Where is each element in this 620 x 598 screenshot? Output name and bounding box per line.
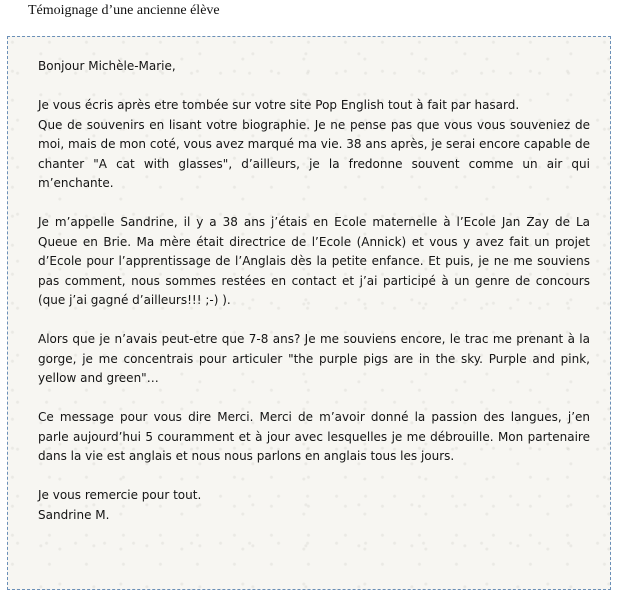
letter-signature: Sandrine M. bbox=[38, 507, 110, 522]
letter-paragraph-1 bbox=[38, 96, 590, 194]
letter-body bbox=[38, 57, 590, 525]
letter-closing-line: Je vous remercie pour tout. bbox=[38, 488, 202, 502]
letter-paragraph-1-line-1: Je vous écris après etre tombée sur votre site Pop English tout à fait par hasard. bbox=[38, 98, 520, 112]
letter-paragraph-4: Ce message pour vous dire Merci. Merci de m’avoir donné la passion des langues, j’en parle aujourd’hui 5 couramment et à jour avec lesquelles je me débrouille. Mon partenaire dans la vie est anglais et nous nous parlons en anglais tous les jours. bbox=[38, 410, 590, 463]
letter-paragraph-2: Je m’appelle Sandrine, il y a 38 ans j’étais en Ecole maternelle à l’Ecole Jan Zay de La Queue en Brie. Ma mère était directrice de l’Ecole (Annick) et vous y avez fait un projet d’Ecole pour l’apprentissage de l’Anglais dès la petite enfance. Et puis, je ne me souviens pas comment, nous sommes restées en contact et j’ai participé à un genre de concours (que j’ai gagné d’ailleurs!!! ;-) ). bbox=[38, 215, 590, 307]
letter-paragraph-3: Alors que je n’avais peut-etre que 7-8 ans? Je me souviens encore, le trac me prenant à la gorge, je me concentrais pour articuler "the purple pigs are in the sky. Purple and pink, yellow and green"… bbox=[38, 332, 590, 385]
letter-closing bbox=[38, 486, 590, 525]
document-title: Témoignage d’une ancienne élève bbox=[28, 3, 220, 18]
letter-greeting: Bonjour Michèle-Marie, bbox=[38, 59, 176, 73]
letter-paragraph-1-line-2: Que de souvenirs en lisant votre biographie. Je ne pense pas que vous vous souveniez de moi, mais de mon coté, vous avez marqué ma vie. 38 ans après, je serai encore capable de chanter "A cat with glasses", d’ailleurs, je la fredonne souvent comme un air qui m’enchante. bbox=[38, 117, 590, 190]
letter-box bbox=[7, 36, 611, 590]
